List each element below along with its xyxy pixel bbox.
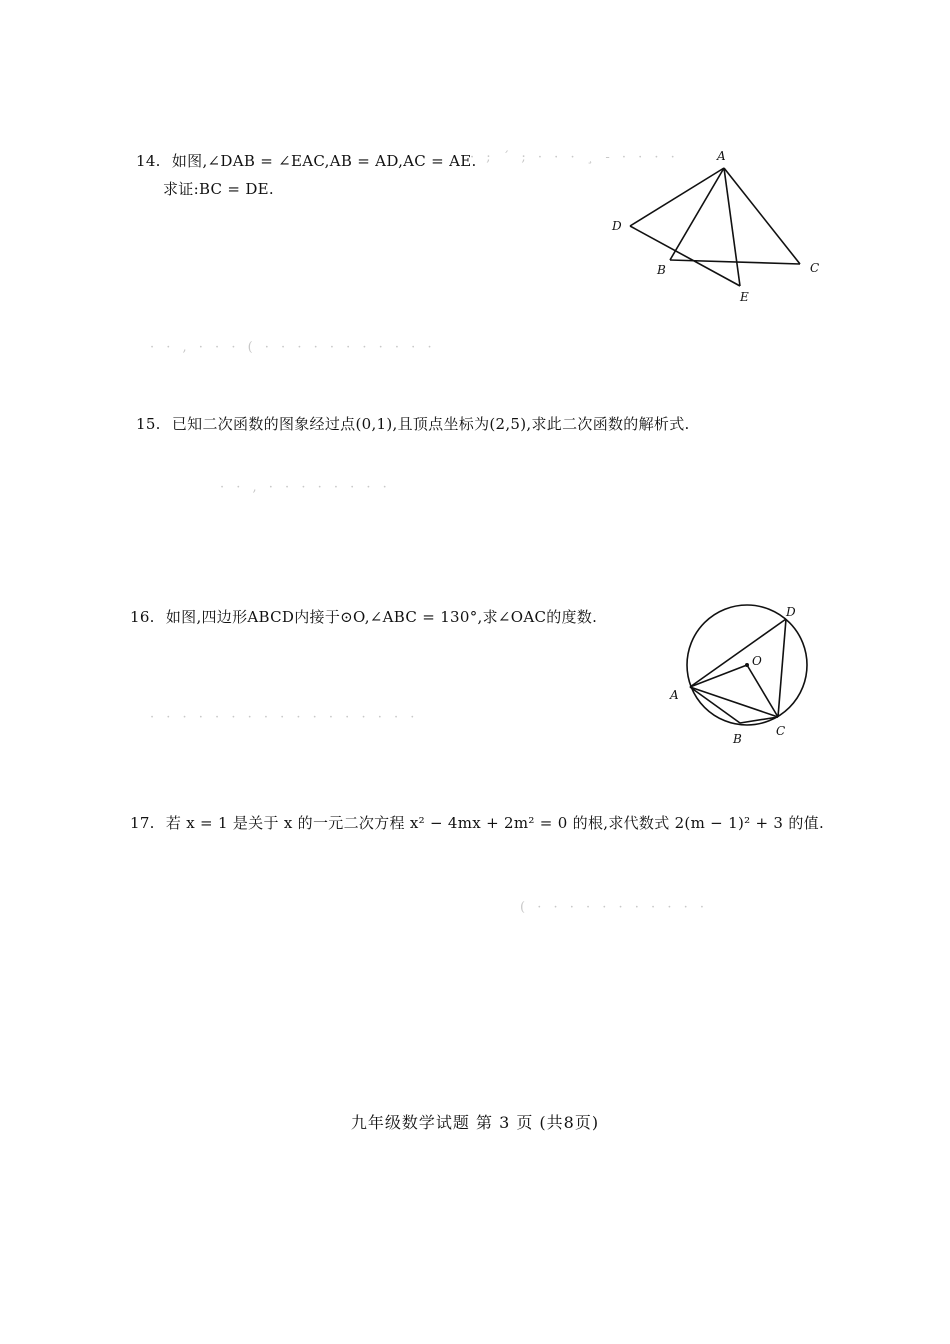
question-16 — [130, 606, 597, 627]
question-number: 17. — [130, 814, 155, 832]
label-C: C — [810, 261, 820, 275]
question-text: 如图,∠DAB = ∠EAC,AB = AD,AC = AE. — [171, 152, 477, 170]
bleed-through-noise: · · , · · · · · · · · — [220, 480, 391, 495]
question-text: 已知二次函数的图象经过点(0,1),且顶点坐标为(2,5),求此二次函数的解析式. — [171, 415, 690, 433]
question-number: 15. — [136, 415, 161, 433]
question-text: 若 x = 1 是关于 x 的一元二次方程 x² − 4mx + 2m² = 0 的根,求代数式 2(m − 1)² + 3 的值. — [165, 814, 825, 832]
figure-16-inscribed-quadrilateral — [660, 595, 820, 755]
center-point-O — [745, 663, 749, 667]
question-14 — [136, 150, 477, 171]
label-B: B — [733, 732, 742, 746]
bleed-through-noise: ( · · · · · · · · · · · — [520, 900, 708, 915]
label-D: D — [612, 219, 622, 233]
question-text: 如图,四边形ABCD内接于⊙O,∠ABC = 130°,求∠OAC的度数. — [165, 608, 598, 626]
page-footer: 九年级数学试题 第 3 页 (共8页) — [350, 1113, 600, 1132]
segment-AD — [630, 168, 724, 226]
segment-AO — [690, 665, 747, 687]
bleed-through-noise: · ; ´ ; · · · ¸ - · · · · — [470, 150, 679, 165]
figure-14-triangles — [600, 140, 830, 310]
question-number: 16. — [130, 608, 155, 626]
question-number: 14. — [136, 152, 161, 170]
label-D: D — [786, 605, 796, 619]
question-14-line-2: 求证:BC = DE. — [163, 180, 274, 198]
segment-BC — [670, 260, 800, 264]
bleed-through-noise: · · · · · · · · · · · · · · · · · — [150, 710, 419, 725]
segment-AD — [690, 619, 786, 687]
segment-OC — [747, 665, 778, 717]
segment-AC — [690, 687, 778, 717]
label-C: C — [776, 724, 786, 738]
segment-AB — [690, 687, 740, 723]
bleed-through-noise: · · , · · · ( · · · · · · · · · · · — [150, 340, 436, 355]
segment-AB — [670, 168, 724, 260]
label-E: E — [740, 290, 749, 304]
question-17 — [130, 812, 824, 833]
segment-DC — [778, 619, 786, 717]
label-A: A — [670, 688, 679, 702]
question-15 — [136, 413, 690, 434]
label-B: B — [657, 263, 666, 277]
label-O: O — [752, 654, 762, 668]
label-A: A — [717, 149, 726, 163]
